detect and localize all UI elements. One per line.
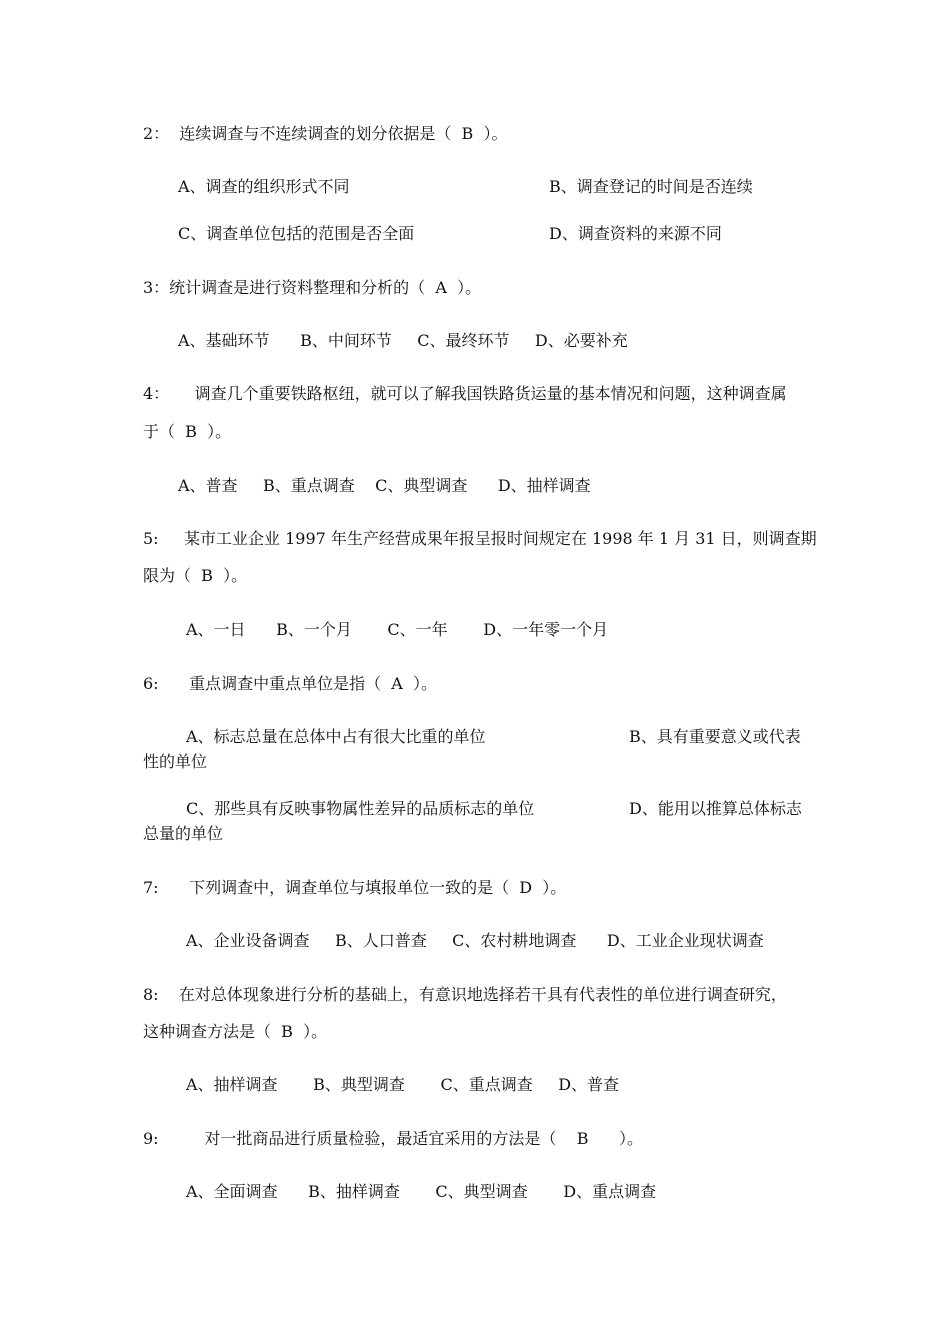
question-5-options: A、一日 B、一个月 C、一年 D、一年零一个月 [186,620,609,639]
question-4-stem-line2: 于（ B ）。 [143,422,232,441]
question-4-stem-line1: 4： 调查几个重要铁路枢纽，就可以了解我国铁路货运量的基本情况和问题，这种调查属 [143,384,787,403]
question-9-options: A、全面调查 B、抽样调查 C、典型调查 D、重点调查 [186,1182,657,1201]
question-8-stem-line2: 这种调查方法是（ B ）。 [143,1022,328,1041]
question-5-stem-line1: 5: 某市工业企业 1997 年生产经营成果年报呈报时间规定在 1998 年 1 月 31 日，则调查期 [143,529,817,548]
question-6-option-c: C、那些具有反映事物属性差异的品质标志的单位 [186,799,535,818]
question-2-option-a: A、调查的组织形式不同 [178,177,350,196]
question-2-option-d: D、调查资料的来源不同 [549,224,722,243]
question-6-option-d-continued: 总量的单位 [143,824,224,843]
question-7-stem: 7: 下列调查中，调查单位与填报单位一致的是（ D ）。 [143,878,567,897]
question-6-option-b: B、具有重要意义或代表 [629,727,801,746]
question-6-stem: 6: 重点调查中重点单位是指（ A ）。 [143,674,437,693]
question-2-option-b: B、调查登记的时间是否连续 [549,177,753,196]
question-2-stem: 2： 连续调查与不连续调查的划分依据是（ B ）。 [143,124,508,143]
question-6-option-d: D、能用以推算总体标志 [629,799,802,818]
question-6-option-b-continued: 性的单位 [143,752,208,771]
question-9-stem: 9: 对一批商品进行质量检验，最适宜采用的方法是（ B ）。 [143,1129,643,1148]
question-4-options: A、普查 B、重点调查 C、典型调查 D、抽样调查 [178,476,591,495]
question-3-options: A、基础环节 B、中间环节 C、最终环节 D、必要补充 [178,331,628,350]
question-8-stem-line1: 8: 在对总体现象进行分析的基础上，有意识地选择若干具有代表性的单位进行调查研究， [143,985,787,1004]
question-5-stem-line2: 限为（ B ）。 [143,566,248,585]
question-8-options: A、抽样调查 B、典型调查 C、重点调查 D、普查 [186,1075,620,1094]
question-7-options: A、企业设备调查 B、人口普查 C、农村耕地调查 D、工业企业现状调查 [186,931,764,950]
question-2-option-c: C、调查单位包括的范围是否全面 [178,224,415,243]
question-3-stem: 3：统计调查是进行资料整理和分析的（ A ）。 [143,278,482,297]
question-6-option-a: A、标志总量在总体中占有很大比重的单位 [186,727,486,746]
